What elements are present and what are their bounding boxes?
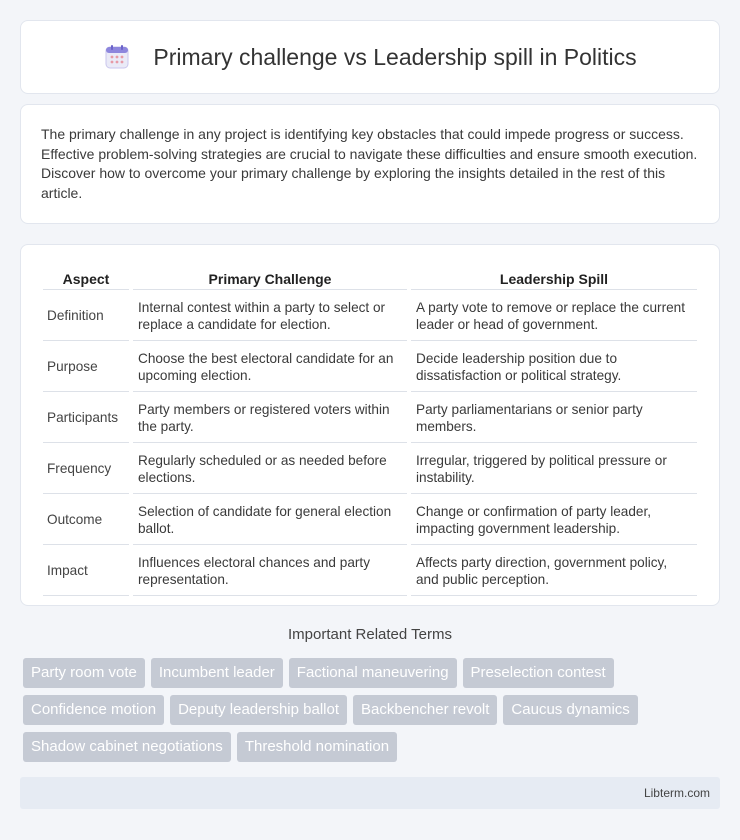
table-row	[43, 547, 697, 596]
row-leadership-spill: Change or confirmation of party leader, impacting government leadership.	[411, 496, 697, 545]
term-tag[interactable]: Incumbent leader	[151, 658, 283, 688]
related-terms-list	[23, 658, 723, 762]
header-primary-challenge: Primary Challenge	[133, 267, 407, 290]
table-row	[43, 496, 697, 545]
table-row	[43, 343, 697, 392]
row-aspect: Purpose	[43, 343, 129, 392]
term-tag[interactable]: Deputy leadership ballot	[170, 695, 347, 725]
related-terms-title: Important Related Terms	[288, 626, 452, 643]
term-tag[interactable]: Factional maneuvering	[289, 658, 457, 688]
intro-card	[20, 104, 720, 224]
table-header-row	[43, 267, 697, 290]
row-aspect: Outcome	[43, 496, 129, 545]
page-title: Primary challenge vs Leadership spill in Politics	[153, 43, 637, 70]
term-tag[interactable]: Preselection contest	[463, 658, 614, 688]
comparison-table	[39, 265, 701, 598]
header-aspect: Aspect	[43, 267, 129, 290]
row-primary-challenge: Internal contest within a party to select or replace a candidate for election.	[133, 292, 407, 341]
footer-site-link[interactable]: Libterm.com	[643, 786, 710, 800]
row-aspect: Participants	[43, 394, 129, 443]
header-card	[20, 20, 720, 94]
table-row	[43, 394, 697, 443]
term-tag[interactable]: Caucus dynamics	[503, 695, 637, 725]
term-tag[interactable]: Shadow cabinet negotiations	[23, 732, 231, 762]
row-leadership-spill: Party parliamentarians or senior party members.	[411, 394, 697, 443]
row-primary-challenge: Regularly scheduled or as needed before elections.	[133, 445, 407, 494]
term-tag[interactable]: Backbencher revolt	[353, 695, 497, 725]
term-tag[interactable]: Threshold nomination	[237, 732, 397, 762]
calendar-icon	[103, 43, 131, 71]
header-leadership-spill: Leadership Spill	[411, 267, 697, 290]
footer	[20, 777, 720, 809]
table-row	[43, 445, 697, 494]
row-aspect: Impact	[43, 547, 129, 596]
term-tag[interactable]: Party room vote	[23, 658, 145, 688]
intro-text: The primary challenge in any project is identifying key obstacles that could impede progress or success. Effective problem-solving strategies are crucial to navigate these difficulties and ensure smooth execution. Discover how to overcome your primary challenge by exploring the insights detailed in the rest of this article.	[41, 126, 698, 201]
row-leadership-spill: A party vote to remove or replace the current leader or head of government.	[411, 292, 697, 341]
comparison-card	[20, 244, 720, 606]
row-aspect: Frequency	[43, 445, 129, 494]
row-leadership-spill: Irregular, triggered by political pressure or instability.	[411, 445, 697, 494]
row-leadership-spill: Affects party direction, government policy, and public perception.	[411, 547, 697, 596]
row-primary-challenge: Influences electoral chances and party representation.	[133, 547, 407, 596]
table-row	[43, 292, 697, 341]
term-tag[interactable]: Confidence motion	[23, 695, 164, 725]
row-primary-challenge: Party members or registered voters within the party.	[133, 394, 407, 443]
row-primary-challenge: Selection of candidate for general election ballot.	[133, 496, 407, 545]
row-leadership-spill: Decide leadership position due to dissatisfaction or political strategy.	[411, 343, 697, 392]
row-aspect: Definition	[43, 292, 129, 341]
row-primary-challenge: Choose the best electoral candidate for an upcoming election.	[133, 343, 407, 392]
